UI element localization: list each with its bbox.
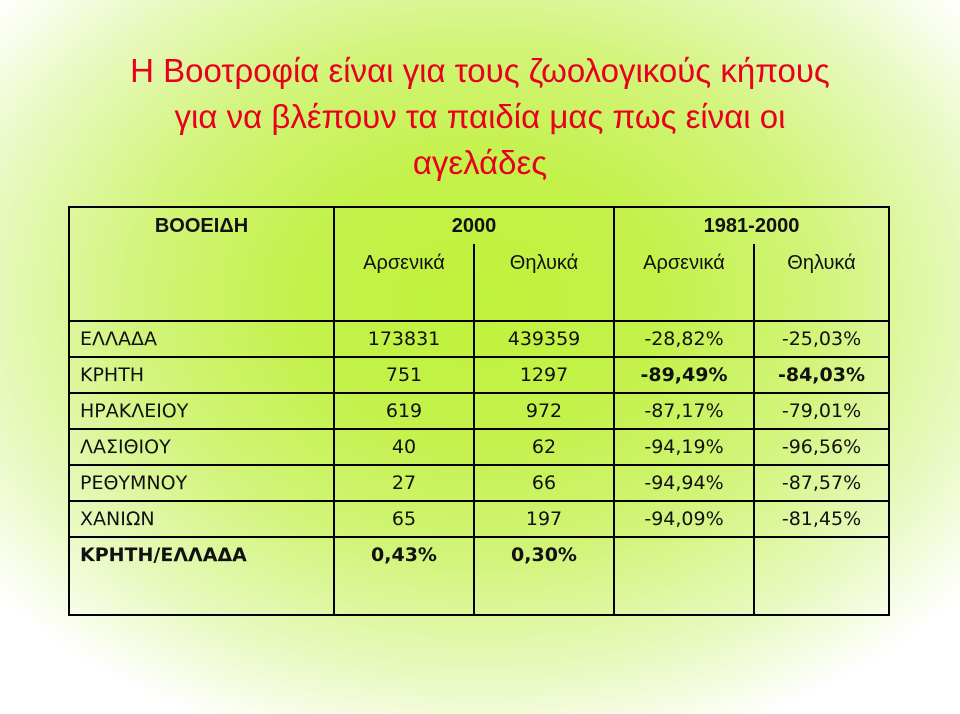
region-cell: ΕΛΛΑΔΑ bbox=[69, 321, 334, 357]
value-cell: 66 bbox=[474, 465, 614, 501]
slide-title bbox=[60, 48, 900, 186]
summary-value-cell: 0,30% bbox=[474, 537, 614, 615]
table-row bbox=[69, 321, 889, 357]
value-cell: -81,45% bbox=[754, 501, 889, 537]
region-cell: ΛΑΣΙΘΙΟΥ bbox=[69, 429, 334, 465]
subheader-cell: Αρσενικά bbox=[614, 244, 754, 282]
table-row bbox=[69, 393, 889, 429]
value-cell: 27 bbox=[334, 465, 474, 501]
corner-header: ΒΟΟΕΙΔΗ bbox=[69, 207, 334, 244]
group-header-2000: 2000 bbox=[334, 207, 614, 244]
title-line-1: Η Βοοτροφία είναι για τους ζωολογικούς κήπους bbox=[130, 52, 830, 89]
value-cell: 619 bbox=[334, 393, 474, 429]
corner-subheader bbox=[69, 244, 334, 282]
summary-row bbox=[69, 537, 889, 615]
value-cell: -87,57% bbox=[754, 465, 889, 501]
value-cell: 62 bbox=[474, 429, 614, 465]
value-cell: 197 bbox=[474, 501, 614, 537]
table-subheader-row bbox=[69, 244, 889, 282]
value-cell: 173831 bbox=[334, 321, 474, 357]
value-cell: -94,19% bbox=[614, 429, 754, 465]
table-row bbox=[69, 357, 889, 393]
region-cell: ΡΕΘΥΜΝΟΥ bbox=[69, 465, 334, 501]
value-cell: -89,49% bbox=[614, 357, 754, 393]
table-row bbox=[69, 429, 889, 465]
title-line-3: αγελάδες bbox=[412, 144, 548, 181]
summary-value-cell: 0,43% bbox=[334, 537, 474, 615]
value-cell: 439359 bbox=[474, 321, 614, 357]
table-row bbox=[69, 501, 889, 537]
subheader-cell: Αρσενικά bbox=[334, 244, 474, 282]
value-cell: 40 bbox=[334, 429, 474, 465]
region-cell: ΚΡΗΤΗ bbox=[69, 357, 334, 393]
value-cell: -94,94% bbox=[614, 465, 754, 501]
header-spacer-row bbox=[69, 282, 889, 321]
table-row bbox=[69, 465, 889, 501]
value-cell: -84,03% bbox=[754, 357, 889, 393]
value-cell: 1297 bbox=[474, 357, 614, 393]
table-header-row bbox=[69, 207, 889, 244]
cattle-statistics-table bbox=[68, 206, 890, 616]
value-cell: -28,82% bbox=[614, 321, 754, 357]
value-cell: -87,17% bbox=[614, 393, 754, 429]
region-cell: ΧΑΝΙΩΝ bbox=[69, 501, 334, 537]
value-cell: -25,03% bbox=[754, 321, 889, 357]
value-cell: -96,56% bbox=[754, 429, 889, 465]
subheader-cell: Θηλυκά bbox=[474, 244, 614, 282]
title-line-2: για να βλέπουν τα παιδία μας πως είναι οι bbox=[174, 98, 786, 135]
region-cell: ΗΡΑΚΛΕΙΟΥ bbox=[69, 393, 334, 429]
subheader-cell: Θηλυκά bbox=[754, 244, 889, 282]
group-header-1981-2000: 1981-2000 bbox=[614, 207, 889, 244]
summary-value-cell bbox=[614, 537, 754, 615]
value-cell: 751 bbox=[334, 357, 474, 393]
value-cell: 972 bbox=[474, 393, 614, 429]
value-cell: -94,09% bbox=[614, 501, 754, 537]
summary-region-cell: ΚΡΗΤΗ/ΕΛΛΑΔΑ bbox=[69, 537, 334, 615]
summary-value-cell bbox=[754, 537, 889, 615]
value-cell: -79,01% bbox=[754, 393, 889, 429]
value-cell: 65 bbox=[334, 501, 474, 537]
